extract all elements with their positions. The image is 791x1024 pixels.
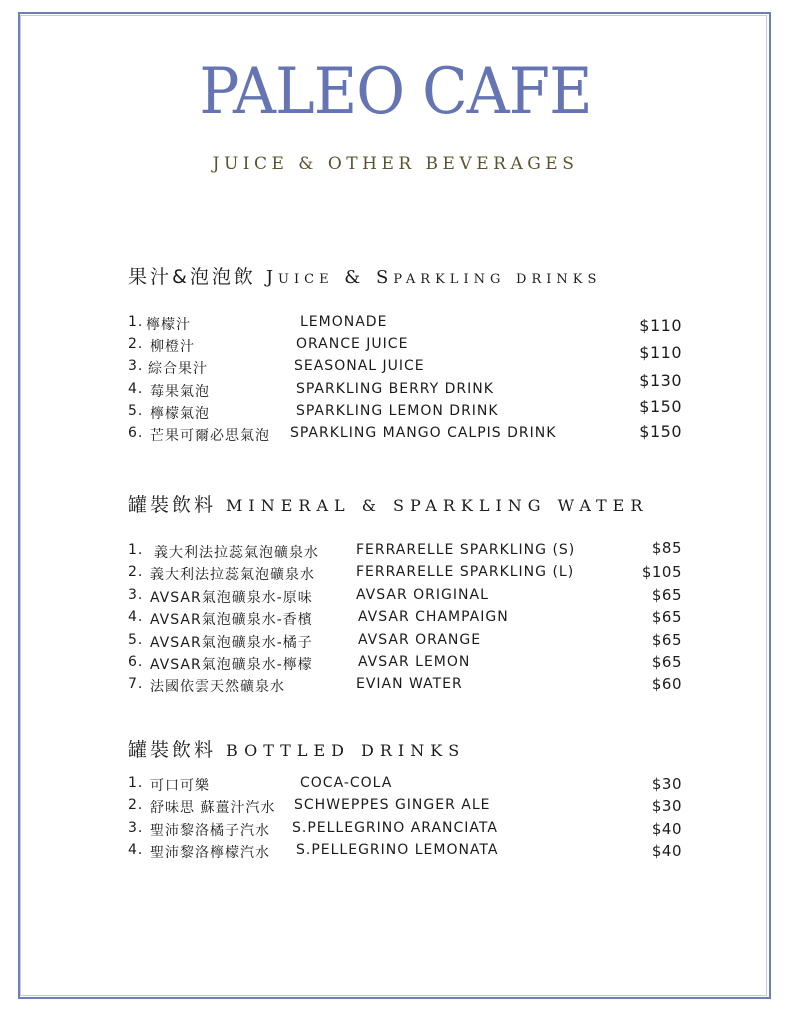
- section-title: [128, 490, 688, 518]
- item-name-en: SPARKLING LEMON DRINK: [296, 402, 499, 419]
- item-number: 1.: [128, 542, 144, 558]
- list-item: [128, 358, 688, 380]
- section-mineral-sparkling-water: [128, 490, 688, 699]
- item-name-en: ORANCE JUICE: [296, 336, 409, 353]
- item-name-zh: AVSAR氣泡礦泉水-香檳: [150, 612, 313, 629]
- section-title-zh: 罐裝飲料: [128, 739, 217, 761]
- list-item: [128, 632, 688, 654]
- section-juice-sparkling: [128, 262, 688, 447]
- item-number: 2.: [128, 564, 144, 581]
- item-name-zh: 聖沛黎洛橘子汽水: [150, 822, 270, 839]
- section-title-en: BOTTLED DRINKS: [226, 741, 466, 760]
- item-price: $65: [651, 585, 682, 604]
- list-item: [128, 564, 688, 586]
- list-item: [128, 775, 688, 797]
- item-number: 2.: [128, 336, 144, 353]
- item-name-en: AVSAR CHAMPAIGN: [358, 609, 509, 626]
- list-item: [128, 587, 688, 609]
- item-name-en: SEASONAL JUICE: [294, 358, 425, 375]
- item-price: $30: [651, 797, 682, 816]
- item-number: 2.: [128, 797, 144, 814]
- item-number: 1.: [128, 775, 144, 791]
- menu-subtitle: JUICE & OTHER BEVERAGES: [212, 154, 579, 174]
- item-number: 6.: [128, 424, 144, 441]
- item-price: $105: [641, 563, 682, 582]
- list-item: [128, 539, 688, 564]
- item-name-en: SPARKLING BERRY DRINK: [296, 380, 494, 397]
- section-title: [128, 262, 688, 290]
- item-name-en: S.PELLEGRINO LEMONATA: [296, 842, 499, 859]
- item-number: 6.: [128, 653, 144, 670]
- item-name-en: S.PELLEGRINO ARANCIATA: [292, 819, 498, 836]
- item-name-zh: 柳橙汁: [150, 339, 195, 356]
- item-price: $130: [639, 370, 682, 390]
- item-list: [128, 314, 688, 447]
- item-name-en: AVSAR ORANGE: [358, 631, 482, 648]
- list-item: [128, 609, 688, 631]
- item-price: $65: [651, 630, 682, 649]
- section-title-zh: 果汁&泡泡飲: [128, 266, 256, 288]
- item-name-zh: 聖沛黎洛檸檬汽水: [150, 845, 270, 862]
- item-number: 3.: [128, 586, 144, 603]
- item-number: 3.: [128, 358, 144, 375]
- list-item: [128, 336, 688, 363]
- item-number: 4.: [128, 609, 144, 626]
- section-title-en: Juice & Sparkling drinks: [265, 267, 602, 288]
- section-title-en: MINERAL & SPARKLING WATER: [226, 496, 649, 515]
- list-item: [128, 654, 688, 676]
- item-name-en: FERRARELLE SPARKLING (S): [356, 542, 576, 558]
- item-number: 7.: [128, 676, 144, 693]
- item-name-zh: 舒味思 蘇薑汁汽水: [150, 800, 276, 817]
- item-number: 4.: [128, 380, 144, 397]
- item-price: $30: [651, 775, 682, 793]
- list-item: [128, 396, 688, 425]
- item-number: 5.: [128, 631, 144, 648]
- section-title: [128, 735, 688, 763]
- item-name-zh: 義大利法拉蕊氣泡礦泉水: [150, 567, 315, 584]
- item-price: $110: [639, 343, 682, 363]
- list-item: [128, 314, 688, 336]
- item-price: $150: [639, 421, 682, 441]
- item-name-zh: 義大利法拉蕊氣泡礦泉水: [154, 545, 319, 561]
- item-price: $150: [639, 396, 682, 416]
- item-name-zh: 綜合果汁: [148, 361, 208, 378]
- item-name-en: AVSAR LEMON: [358, 653, 471, 670]
- item-number: 3.: [128, 819, 144, 836]
- item-name-en: EVIAN WATER: [356, 676, 463, 693]
- item-price: $40: [651, 842, 682, 861]
- item-name-zh: 法國依雲天然礦泉水: [150, 679, 285, 696]
- item-price: $85: [651, 539, 682, 557]
- item-name-zh: 檸檬汁: [146, 317, 191, 333]
- item-name-zh: AVSAR氣泡礦泉水-檸檬: [150, 656, 313, 673]
- list-item: [128, 842, 688, 864]
- list-item: [128, 421, 688, 447]
- item-name-zh: 檸檬氣泡: [150, 405, 210, 422]
- item-name-en: AVSAR ORIGINAL: [356, 586, 489, 603]
- item-price: $65: [651, 652, 682, 671]
- item-name-en: SCHWEPPES GINGER ALE: [294, 797, 491, 814]
- item-name-zh: 可口可樂: [150, 778, 210, 794]
- item-price: $65: [651, 608, 682, 627]
- item-name-en: FERRARELLE SPARKLING (L): [356, 564, 575, 581]
- list-item: [128, 820, 688, 842]
- cafe-title: PALEO CAFE: [199, 55, 592, 129]
- item-name-en: LEMONADE: [300, 314, 388, 330]
- item-name-en: SPARKLING MANGO CALPIS DRINK: [290, 424, 557, 441]
- item-number: 5.: [128, 402, 144, 419]
- section-bottled-drinks: [128, 735, 688, 865]
- item-name-zh: AVSAR氣泡礦泉水-橘子: [150, 634, 313, 651]
- list-item: [128, 370, 688, 403]
- item-name-zh: 芒果可爾必思氣泡: [150, 427, 270, 444]
- item-price: $110: [639, 316, 682, 335]
- item-name-en: COCA-COLA: [300, 775, 393, 791]
- item-number: 4.: [128, 842, 144, 859]
- item-list: [128, 775, 688, 865]
- item-price: $60: [651, 675, 682, 694]
- item-name-zh: 莓果氣泡: [150, 383, 210, 400]
- item-name-zh: AVSAR氣泡礦泉水-原味: [150, 589, 313, 606]
- item-list: [128, 539, 688, 699]
- section-title-zh: 罐裝飲料: [128, 494, 217, 516]
- item-price: $40: [651, 819, 682, 838]
- list-item: [128, 676, 688, 698]
- list-item: [128, 797, 688, 819]
- item-number: 1.: [128, 314, 144, 330]
